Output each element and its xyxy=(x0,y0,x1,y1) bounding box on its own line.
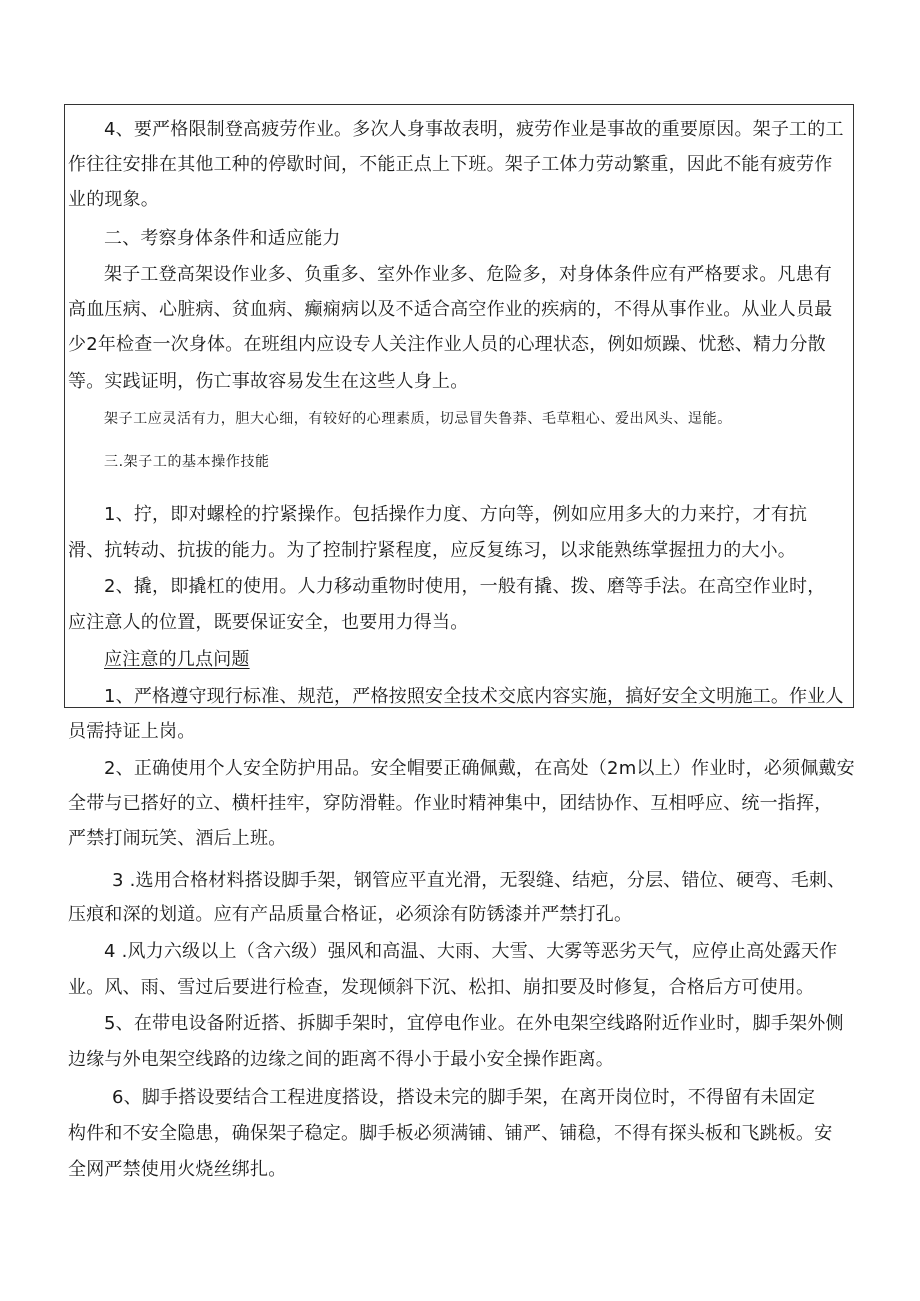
paragraph-4-line-2: 作往往安排在其他工种的停歇时间，不能正点上下班。架子工体力劳动繁重，因此不能有疲劳作 xyxy=(68,154,833,175)
psych-note: 架子工应灵活有力，胆大心细，有较好的心理素质，切忌冒失鲁莽、毛草粗心、爱出风头、逞能。 xyxy=(104,411,732,427)
skill-2-line-1: 2、撬，即撬杠的使用。人力移动重物时使用，一般有撬、拨、磨等手法。在高空作业时， xyxy=(104,576,826,597)
section-2-line-4: 等。实践证明，伤亡事故容易发生在这些人身上。 xyxy=(68,371,469,392)
section-2-line-3: 少2年检查一次身体。在班组内应设专人关注作业人员的心理状态，例如烦躁、忧愁、精力分散 xyxy=(68,334,826,355)
skill-1-line-1: 1、拧，即对螺栓的拧紧操作。包括操作力度、方向等，例如应用多大的力来拧，才有抗 xyxy=(104,504,808,525)
note-4-line-1: 4 .风力六级以上（含六级）强风和高温、大雨、大雪、大雾等恶劣天气，应停止高处露天作 xyxy=(104,941,838,962)
note-1-line-1: 1、严格遵守现行标准、规范，严格按照安全技术交底内容实施，搞好安全文明施工。作业人 xyxy=(104,686,844,707)
note-6-line-2: 构件和不安全隐患，确保架子稳定。脚手板必须满铺、铺严、铺稳，不得有探头板和飞跳板。安 xyxy=(68,1123,833,1144)
note-3-line-1: 3 .选用合格材料搭设脚手架，钢管应平直光滑，无裂缝、结疤，分层、错位、硬弯、毛刺、 xyxy=(112,870,846,891)
note-3-line-2: 压痕和深的划道。应有产品质量合格证，必须涂有防锈漆并严禁打孔。 xyxy=(68,904,633,925)
section-3-title: 三.架子工的基本操作技能 xyxy=(104,454,270,470)
skill-2-line-2: 应注意人的位置，既要保证安全，也要用力得当。 xyxy=(68,612,469,633)
note-6-line-3: 全网严禁使用火烧丝绑扎。 xyxy=(68,1159,287,1180)
paragraph-4-line-1: 4、要严格限制登高疲劳作业。多次人身事故表明，疲劳作业是事故的重要原因。架子工的工 xyxy=(104,119,844,140)
section-2-title: 二、考察身体条件和适应能力 xyxy=(104,228,341,249)
note-4-line-2: 业。风、雨、雪过后要进行检查，发现倾斜下沉、松扣、崩扣要及时修复，合格后方可使用。 xyxy=(68,977,815,998)
note-5-line-1: 5、在带电设备附近搭、拆脚手架时，宜停电作业。在外电架空线路附近作业时，脚手架外侧 xyxy=(104,1013,844,1034)
note-1-line-2: 员需持证上岗。 xyxy=(68,721,196,742)
note-2-line-3: 严禁打闹玩笑、酒后上班。 xyxy=(68,828,287,849)
paragraph-4-line-3: 业的现象。 xyxy=(68,189,159,210)
note-5-line-2: 边缘与外电架空线路的边缘之间的距离不得小于最小安全操作距离。 xyxy=(68,1049,614,1070)
note-2-line-2: 全带与已搭好的立、横杆挂牢，穿防滑鞋。作业时精神集中，团结协作、互相呼应、统一指挥， xyxy=(68,793,833,814)
note-6-line-1: 6、脚手搭设要结合工程进度搭设，搭设未完的脚手架，在离开岗位时，不得留有未固定 xyxy=(112,1087,816,1108)
notes-title: 应注意的几点问题 xyxy=(104,649,250,670)
note-2-line-1: 2、正确使用个人安全防护用品。安全帽要正确佩戴，在高处（2m以上）作业时，必须佩戴安 xyxy=(104,758,855,779)
section-2-line-2: 高血压病、心脏病、贫血病、癫痫病以及不适合高空作业的疾病的，不得从事作业。从业人员最 xyxy=(68,299,833,320)
section-2-line-1: 架子工登高架设作业多、负重多、室外作业多、危险多，对身体条件应有严格要求。凡患有 xyxy=(104,264,832,285)
skill-1-line-2: 滑、抗转动、抗拔的能力。为了控制拧紧程度，应反复练习，以求能熟练掌握扭力的大小。 xyxy=(68,540,796,561)
